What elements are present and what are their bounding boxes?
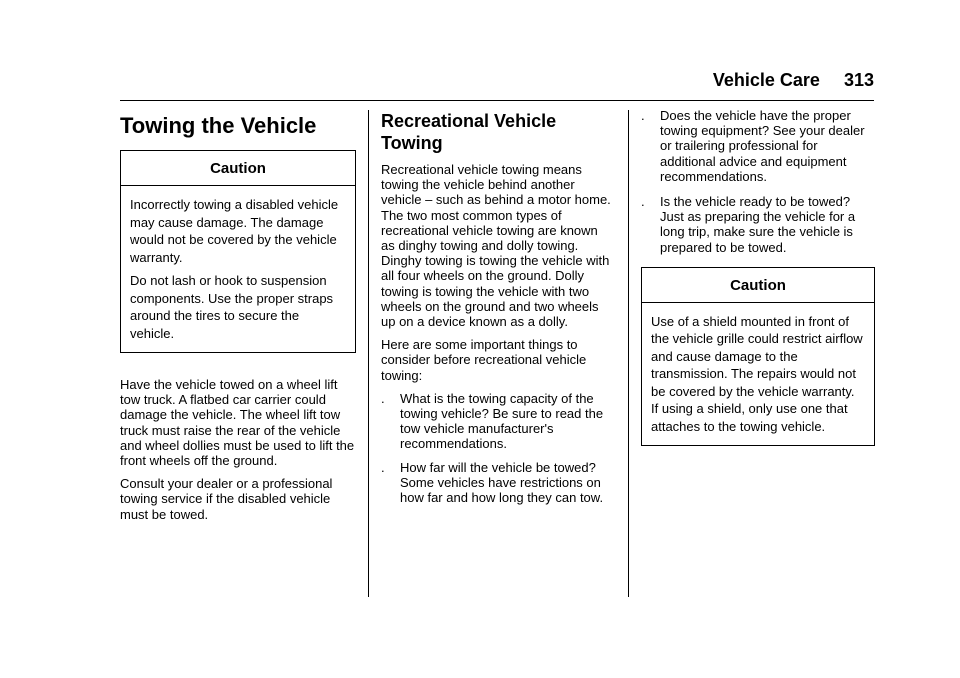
list-item — [381, 391, 613, 452]
bullet-list — [641, 108, 875, 255]
list-item — [381, 460, 613, 506]
running-header — [713, 70, 874, 91]
list-item-text: What is the towing capacity of the towing vehicle? Be sure to read the tow vehicle manufacturer's recommendations. — [400, 390, 604, 452]
list-item — [641, 108, 875, 184]
body-paragraph: Here are some important things to consider before recreational vehicle towing: — [381, 337, 587, 383]
caution-text: Do not lash or hook to suspension components. Use the proper straps around the tires to secure the vehicle. — [130, 273, 334, 341]
column-3 — [641, 108, 875, 470]
section-title: Towing the Vehicle — [120, 113, 317, 138]
column-divider — [368, 110, 369, 597]
list-item-text: How far will the vehicle be towed? Some vehicles have restrictions on how far and how long they can tow. — [400, 459, 604, 506]
column-divider — [628, 110, 629, 597]
page-number: 313 — [843, 70, 874, 90]
body-paragraph: Have the vehicle towed on a wheel lift tow truck. A flatbed car carrier could damage the vehicle. The wheel lift tow truck must raise the rear of the vehicle and wheel dollies must be used to lift the front wheels off the ground. — [120, 377, 355, 469]
body-paragraph: Consult your dealer or a professional towing service if the disabled vehicle must be towed. — [120, 476, 333, 522]
bullet-list — [381, 391, 613, 505]
caution-title: Caution — [121, 151, 355, 186]
column-2 — [381, 108, 613, 513]
caution-title: Caution — [642, 268, 874, 303]
caution-box — [641, 267, 875, 447]
header-rule — [120, 100, 874, 101]
section-name: Vehicle Care — [712, 70, 820, 90]
list-item-text: Does the vehicle have the proper towing equipment? See your dealer or trailering professional for additional advice and equipment recommendations. — [660, 108, 865, 184]
caution-text: Incorrectly towing a disabled vehicle may cause damage. The damage would not be covered by the vehicle warranty. — [130, 197, 339, 265]
bullet-glyph: . — [641, 194, 645, 210]
bullet-glyph: . — [381, 390, 385, 406]
bullet-glyph: . — [641, 108, 645, 123]
list-item-text: Is the vehicle ready to be towed? Just as preparing the vehicle for a long trip, make sure the vehicle is prepared to be towed. — [660, 194, 856, 255]
body-paragraph: Recreational vehicle towing means towing the vehicle behind another vehicle – such as behind a motor home. The two most common types of recreational vehicle towing are known as dinghy towing and dolly towing. Dinghy towing is towing the vehicle with all four wheels on the ground. Dolly towing is towing the vehicle with two wheels on the ground and two wheels up on a device known as a dolly. — [381, 162, 611, 330]
column-1 — [120, 108, 356, 530]
section-title: Recreational Vehicle Towing — [381, 111, 557, 153]
list-item — [641, 194, 875, 255]
bullet-glyph: . — [381, 459, 385, 475]
caution-text: Use of a shield mounted in front of the vehicle grille could restrict airflow and cause damage to the transmission. The repairs would not be covered by the vehicle warranty. If using a shield, only use one that attaches to the towing vehicle. — [651, 313, 863, 434]
caution-box — [120, 150, 356, 353]
